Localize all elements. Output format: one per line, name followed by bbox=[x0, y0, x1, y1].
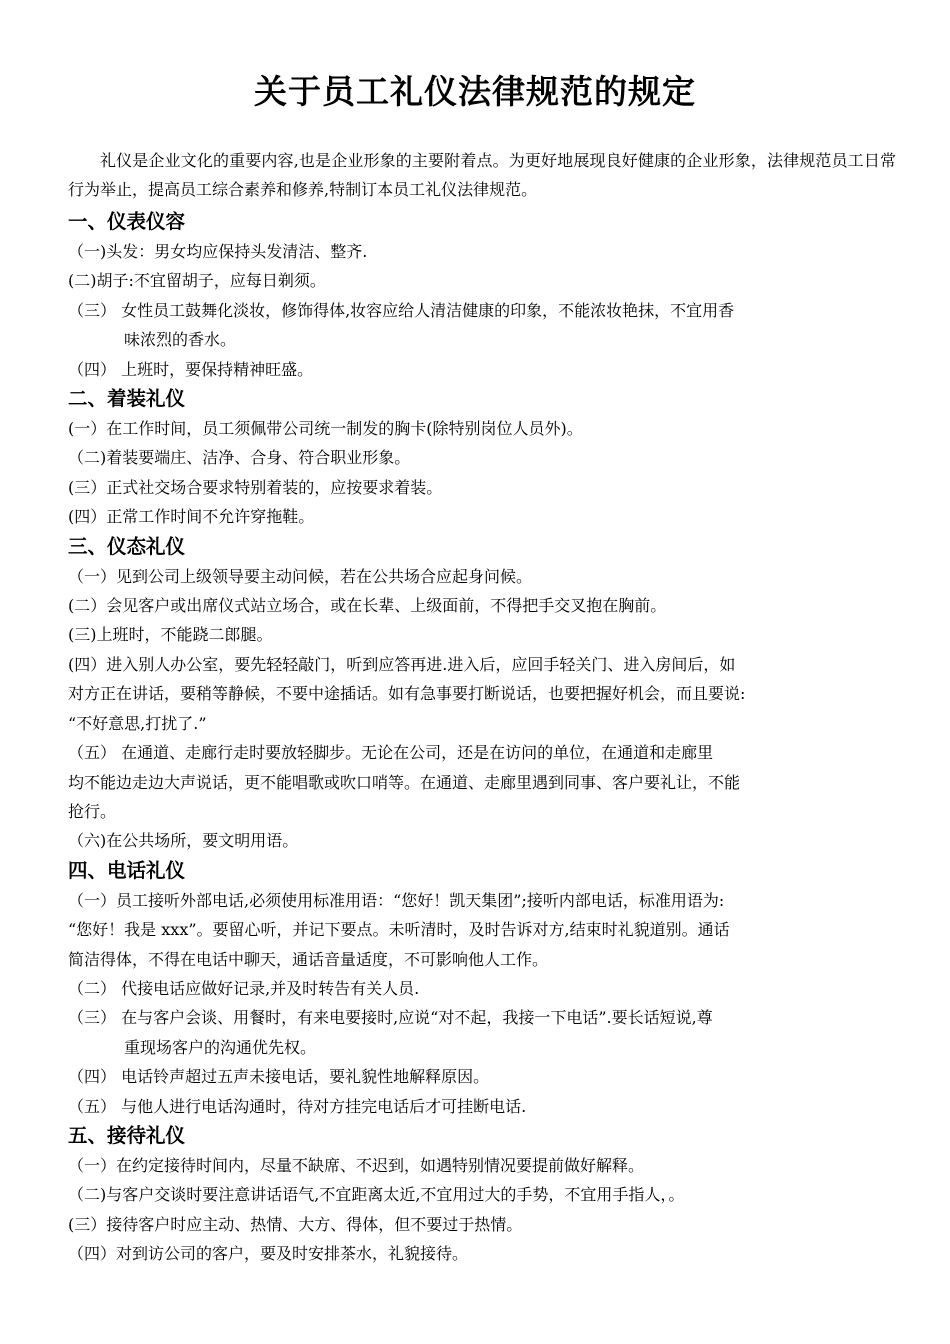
list-item: （四） 上班时，要保持精神旺盛。 bbox=[68, 359, 314, 379]
list-item: （六)在公共场所，要文明用语。 bbox=[68, 831, 299, 851]
section-heading: 四、电话礼仪 bbox=[68, 858, 186, 882]
list-item: (四）进入别人办公室，要先轻轻敲门，听到应答再进.进入后，应回手轻关门、进入房间后，如 bbox=[68, 654, 736, 674]
section-heading: 一、仪表仪容 bbox=[68, 210, 186, 233]
page-title: 关于员工礼仪法律规范的规定 bbox=[254, 72, 696, 111]
list-item: (三）接待客户时应主动、热情、大方、得体，但不要过于热情。 bbox=[68, 1214, 523, 1234]
list-item: (一）在工作时间，员工须佩带公司统一制发的胸卡(除特别岗位人员外)。 bbox=[68, 419, 583, 439]
list-item-continuation: 对方正在讲话，要稍等静候，不要中途插话。如有急事要打断说话，也要把握好机会，而且要说: bbox=[68, 684, 746, 704]
list-item-continuation: 抢行。 bbox=[68, 801, 117, 821]
list-item: （三） 在与客户会谈、用餐时，有来电要接时,应说“对不起，我接一下电话”.要长话短说,尊 bbox=[68, 1008, 713, 1028]
list-item-continuation: 简洁得体，不得在电话中聊天，通话音量适度，不可影响他人工作。 bbox=[68, 949, 549, 969]
list-item-continuation: “不好意思,打扰了.” bbox=[68, 713, 207, 733]
list-item-continuation: 均不能边走边大声说话，更不能唱歌或吹口哨等。在通道、走廊里遇到同事、客户要礼让，不能 bbox=[68, 772, 741, 792]
list-item: （四） 电话铃声超过五声未接电话，要礼貌性地解释原因。 bbox=[68, 1067, 490, 1087]
list-item: （二)与客户交谈时要注意讲话语气,不宜距离太近,不宜用过大的手势，不宜用手指人，。 bbox=[68, 1185, 685, 1205]
section-heading: 五、接待礼仪 bbox=[68, 1123, 186, 1147]
list-item: （五） 在通道、走廊行走时要放轻脚步。无论在公司，还是在访问的单位，在通道和走廊里 bbox=[68, 743, 714, 763]
document-body bbox=[68, 207, 896, 1269]
list-item-continuation: 味浓烈的香水。 bbox=[124, 330, 237, 350]
section-heading: 二、着装礼仪 bbox=[68, 387, 186, 411]
list-item: （二） 代接电话应做好记录,并及时转告有关人员. bbox=[68, 978, 420, 998]
list-item: (二）会见客户或出席仪式站立场合，或在长辈、上级面前，不得把手交叉抱在胸前。 bbox=[68, 596, 667, 616]
list-item: （二)着装要端庄、洁净、合身、符合职业形象。 bbox=[68, 448, 411, 468]
list-item-continuation: 重现场客户的沟通优先权。 bbox=[124, 1037, 317, 1057]
list-item: (四）正常工作时间不允许穿拖鞋。 bbox=[68, 507, 315, 527]
intro-paragraph: 礼仪是企业文化的重要内容,也是企业形象的主要附着点。为更好地展现良好健康的企业形象，法律规范员工日常行为举止，提高员工综合素养和修养,特制订本员工礼仪法律规范。 bbox=[68, 151, 896, 199]
list-item-continuation: “您好！我是 xxx”。要留心听，并记下要点。未听清时，及时告诉对方,结束时礼貌道别。通话 bbox=[68, 920, 730, 940]
section-heading: 三、仪态礼仪 bbox=[68, 534, 186, 558]
list-item: （一）见到公司上级领导要主动问候，若在公共场合应起身问候。 bbox=[68, 566, 533, 586]
list-item: (三)上班时，不能跷二郎腿。 bbox=[68, 625, 273, 645]
list-item: (二)胡子:不宜留胡子，应每日剃须。 bbox=[68, 271, 326, 291]
list-item: （四）对到访公司的客户，要及时安排茶水，礼貌接待。 bbox=[68, 1244, 469, 1264]
list-item: （一）在约定接待时间内，尽量不缺席、不迟到，如遇特别情况要提前做好解释。 bbox=[68, 1155, 645, 1175]
list-item: （五） 与他人进行电话沟通时，待对方挂完电话后才可挂断电话. bbox=[68, 1096, 527, 1116]
list-item: （三） 女性员工鼓舞化淡妆，修饰得体,妆容应给人清洁健康的印象，不能浓妆艳抹，不宜用香 bbox=[68, 300, 735, 320]
list-item: （一)头发：男女均应保持头发清洁、整齐. bbox=[68, 242, 368, 261]
list-item: (三）正式社交场合要求特别着装的，应按要求着装。 bbox=[68, 477, 443, 497]
list-item: （一）员工接听外部电话,必须使用标准用语：“您好！凯天集团”;接听内部电话，标准用语为: bbox=[68, 890, 725, 910]
